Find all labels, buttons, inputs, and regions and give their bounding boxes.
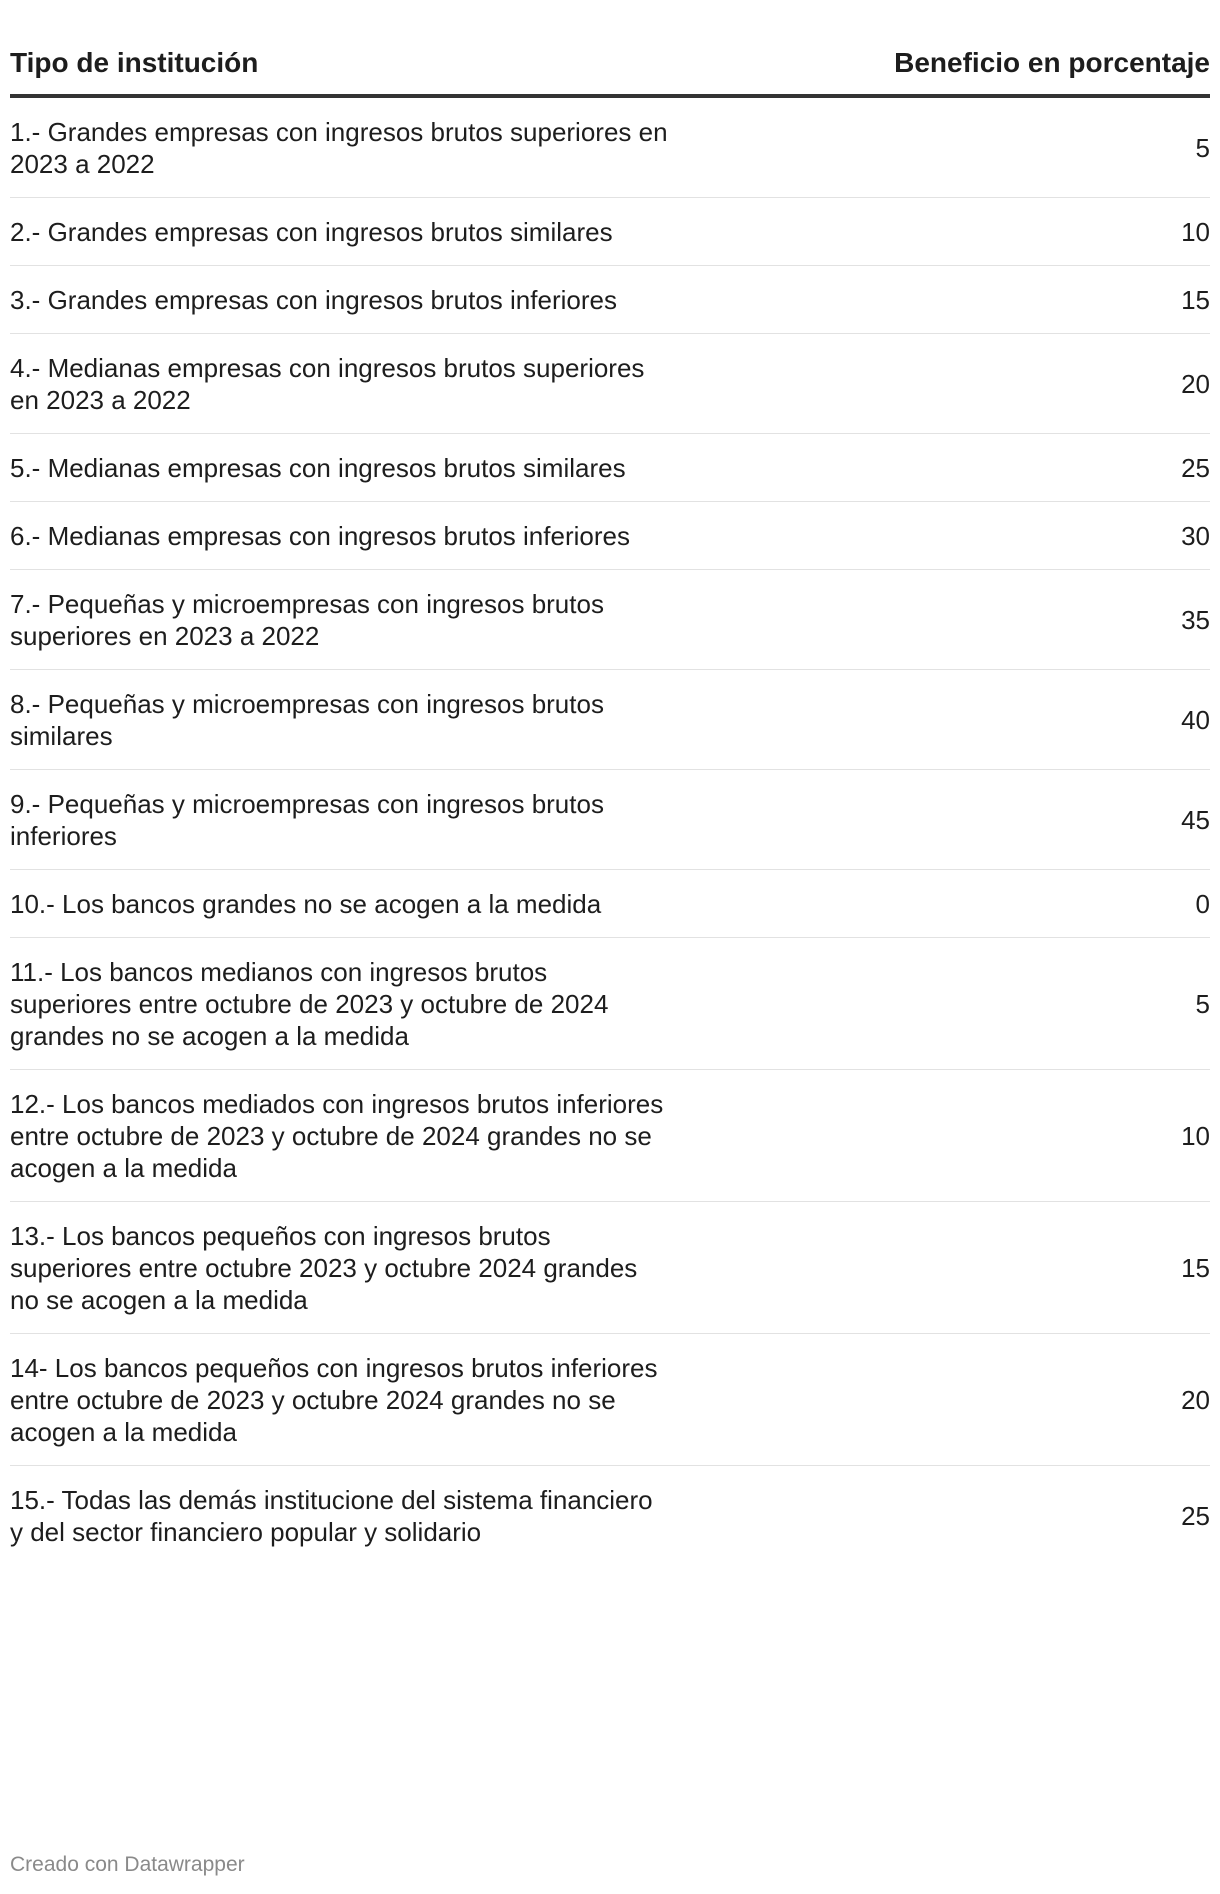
benefit-percentage-cell: 5 [1195, 989, 1210, 1019]
table-row [10, 1202, 1210, 1334]
institution-type-cell: 14- Los bancos pequeños con ingresos brutos inferiores entre octubre de 2023 y octubre 2024 grandes no se acogen a la medida [10, 1353, 658, 1447]
institution-type-cell: 7.- Pequeñas y microempresas con ingresos brutos superiores en 2023 a 2022 [10, 589, 604, 651]
table-row [10, 670, 1210, 770]
institution-type-cell: 11.- Los bancos medianos con ingresos brutos superiores entre octubre de 2023 y octubre de 2024 grandes no se acogen a la medida [10, 957, 609, 1051]
institution-type-cell: 2.- Grandes empresas con ingresos brutos similares [10, 217, 613, 247]
institution-type-cell: 6.- Medianas empresas con ingresos brutos inferiores [10, 521, 630, 551]
table-row [10, 502, 1210, 570]
institution-type-cell: 10.- Los bancos grandes no se acogen a la medida [10, 889, 602, 919]
column-header-institution: Tipo de institución [10, 47, 259, 78]
table-row [10, 770, 1210, 870]
benefit-percentage-cell: 40 [1181, 705, 1210, 735]
table-row [10, 266, 1210, 334]
table-row [10, 1070, 1210, 1202]
benefit-percentage-cell: 0 [1195, 889, 1210, 919]
table-row [10, 198, 1210, 266]
institution-type-cell: 3.- Grandes empresas con ingresos brutos inferiores [10, 285, 617, 315]
institution-type-cell: 8.- Pequeñas y microempresas con ingresos brutos similares [10, 689, 604, 751]
benefit-percentage-cell: 35 [1181, 605, 1210, 635]
benefit-percentage-cell: 25 [1181, 453, 1210, 483]
institution-type-cell: 12.- Los bancos mediados con ingresos brutos inferiores entre octubre de 2023 y octubre de 2024 grandes no se acogen a la medida [10, 1089, 664, 1183]
table-row [10, 434, 1210, 502]
benefit-percentage-cell: 25 [1181, 1501, 1210, 1531]
table-row [10, 938, 1210, 1070]
table-row [10, 1334, 1210, 1466]
benefit-percentage-cell: 45 [1181, 805, 1210, 835]
institution-type-cell: 9.- Pequeñas y microempresas con ingresos brutos inferiores [10, 789, 604, 851]
benefit-percentage-cell: 30 [1181, 521, 1210, 551]
benefit-percentage-cell: 20 [1181, 369, 1210, 399]
table-header [10, 32, 1210, 98]
column-header-benefit: Beneficio en porcentaje [894, 47, 1210, 78]
benefit-percentage-cell: 20 [1181, 1385, 1210, 1415]
table-row [10, 1466, 1210, 1565]
table-row [10, 570, 1210, 670]
benefit-percentage-cell: 15 [1181, 285, 1210, 315]
institution-type-cell: 4.- Medianas empresas con ingresos brutos superiores en 2023 a 2022 [10, 353, 645, 415]
datawrapper-credit: Creado con Datawrapper [10, 1853, 245, 1876]
institution-type-cell: 5.- Medianas empresas con ingresos brutos similares [10, 453, 626, 483]
benefit-percentage-cell: 5 [1195, 133, 1210, 163]
institution-type-cell: 1.- Grandes empresas con ingresos brutos superiores en 2023 a 2022 [10, 117, 668, 179]
table-body [10, 98, 1210, 1565]
data-table [10, 32, 1210, 1565]
table-row [10, 334, 1210, 434]
table-row [10, 98, 1210, 198]
table-row [10, 870, 1210, 938]
benefit-percentage-cell: 10 [1181, 217, 1210, 247]
benefit-percentage-cell: 10 [1181, 1121, 1210, 1151]
institution-type-cell: 15.- Todas las demás institucione del sistema financiero y del sector financiero popular y solidario [10, 1485, 653, 1547]
benefit-percentage-cell: 15 [1181, 1253, 1210, 1283]
institution-type-cell: 13.- Los bancos pequeños con ingresos brutos superiores entre octubre 2023 y octubre 2024 grandes no se acogen a la medida [10, 1221, 638, 1315]
